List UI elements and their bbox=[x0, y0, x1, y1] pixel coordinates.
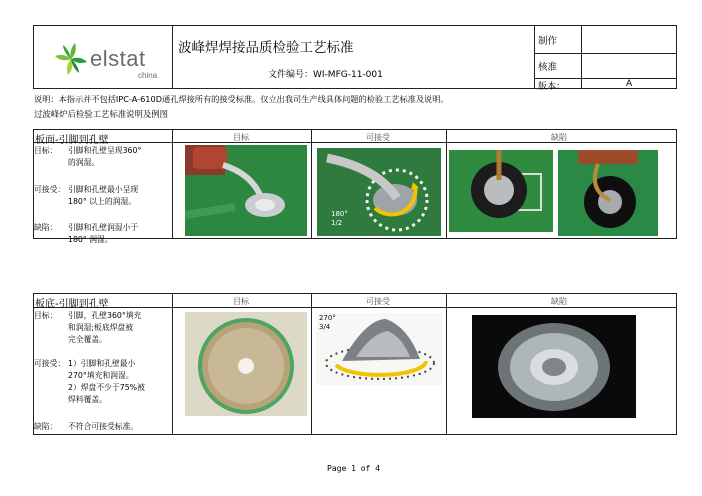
section-2-col-line-3 bbox=[446, 293, 447, 435]
s2-accept-photo bbox=[316, 313, 442, 385]
section-2-title: 板底-引脚到孔壁 bbox=[35, 299, 109, 310]
section-2-col-line-1 bbox=[172, 293, 173, 435]
s1-accept-photo bbox=[317, 148, 441, 236]
approved-by-label: 核准 bbox=[538, 62, 558, 73]
header-divider-sign bbox=[581, 25, 582, 89]
s2-defect-line-1: 不符合可接受标准。 bbox=[68, 422, 139, 431]
section-2-header-line bbox=[33, 307, 677, 308]
version-value: A bbox=[626, 79, 633, 89]
header-row-line-1 bbox=[534, 53, 677, 54]
section-2-col-target: 目标 bbox=[233, 297, 249, 306]
s2-accept-fraction-label: 3/4 bbox=[319, 323, 331, 331]
s2-target-line-2: 和润湿;板底焊盘被 bbox=[68, 323, 134, 332]
s2-target-photo bbox=[185, 312, 307, 416]
s1-accept-angle-label: 180° bbox=[331, 210, 348, 218]
section-1-header-line bbox=[33, 142, 677, 143]
s1-defect-photo-1 bbox=[449, 150, 553, 232]
s1-target-photo bbox=[185, 145, 307, 236]
section-1-col-line-1 bbox=[172, 129, 173, 239]
s1-defect-label: 缺陷： bbox=[34, 223, 58, 232]
s2-target-line-3: 完全覆盖。 bbox=[68, 335, 107, 344]
section-2-col-accept: 可接受 bbox=[366, 297, 390, 306]
section-1-col-target: 目标 bbox=[233, 133, 249, 142]
s1-accept-line-2: 180° 以上的润湿。 bbox=[68, 197, 137, 206]
section-1-title: 板面-引脚到孔壁 bbox=[35, 135, 109, 146]
s2-accept-label: 可接受： bbox=[34, 359, 66, 368]
page-footer: Page 1 of 4 bbox=[327, 464, 380, 473]
header-divider-logo bbox=[172, 25, 173, 89]
s2-target-line-1: 引脚，孔壁360°填充 bbox=[68, 311, 142, 320]
s2-accept-line-1: 1）引脚和孔壁最小 bbox=[68, 359, 136, 368]
note-line-1: 说明：本指示并不包括IPC-A-610D通孔焊接所有的接受标准。仅立出我司生产线具体问题的检验工艺标准及说明。 bbox=[34, 94, 449, 104]
s1-target-label: 目标： bbox=[34, 146, 58, 155]
company-logo bbox=[52, 40, 162, 82]
s1-defect-line-1: 引脚和孔壁润湿小于 bbox=[68, 223, 139, 232]
section-1-col-accept: 可接受 bbox=[366, 133, 390, 142]
version-label: 版本： bbox=[538, 82, 566, 92]
s1-defect-photo-2 bbox=[558, 150, 658, 236]
section-2-col-defect: 缺陷 bbox=[551, 297, 567, 306]
s2-accept-line-2: 270°填充和润湿。 bbox=[68, 371, 134, 380]
s1-target-line-1: 引脚和孔壁呈现360° bbox=[68, 146, 142, 155]
logo-sub-text: china bbox=[138, 71, 158, 80]
logo-brand-text: elstat bbox=[90, 46, 146, 71]
s1-defect-line-2: 180° 润湿。 bbox=[68, 235, 113, 244]
document-number: 文件编号：WI-MFG-11-001 bbox=[268, 70, 383, 80]
s1-target-line-2: 的润湿。 bbox=[68, 158, 100, 167]
s2-target-label: 目标： bbox=[34, 311, 58, 320]
section-2-col-line-2 bbox=[311, 293, 312, 435]
document-title: 波峰焊焊接品质检验工艺标准 bbox=[178, 40, 354, 56]
section-1-col-line-3 bbox=[446, 129, 447, 239]
s2-defect-label: 缺陷： bbox=[34, 422, 58, 431]
s1-accept-label: 可接受： bbox=[34, 185, 66, 194]
prepared-by-label: 制作 bbox=[538, 36, 558, 47]
pinwheel-logo-icon bbox=[54, 42, 88, 76]
s1-accept-line-1: 引脚和孔壁最小呈现 bbox=[68, 185, 139, 194]
section-1-col-defect: 缺陷 bbox=[551, 133, 567, 142]
s2-accept-angle-label: 270° bbox=[319, 314, 336, 322]
s2-accept-line-3: 2）焊盘不少于75%被 bbox=[68, 383, 145, 392]
section-1-col-line-2 bbox=[311, 129, 312, 239]
section-2-criteria bbox=[34, 310, 170, 434]
s1-accept-fraction-label: 1/2 bbox=[331, 219, 343, 227]
header-divider-title bbox=[534, 25, 535, 89]
section-1-criteria bbox=[34, 145, 170, 244]
s2-defect-photo bbox=[472, 315, 636, 418]
note-line-2: 过波峰炉后检验工艺标准说明及例图 bbox=[34, 109, 168, 119]
s2-accept-line-4: 焊料覆盖。 bbox=[68, 395, 107, 404]
